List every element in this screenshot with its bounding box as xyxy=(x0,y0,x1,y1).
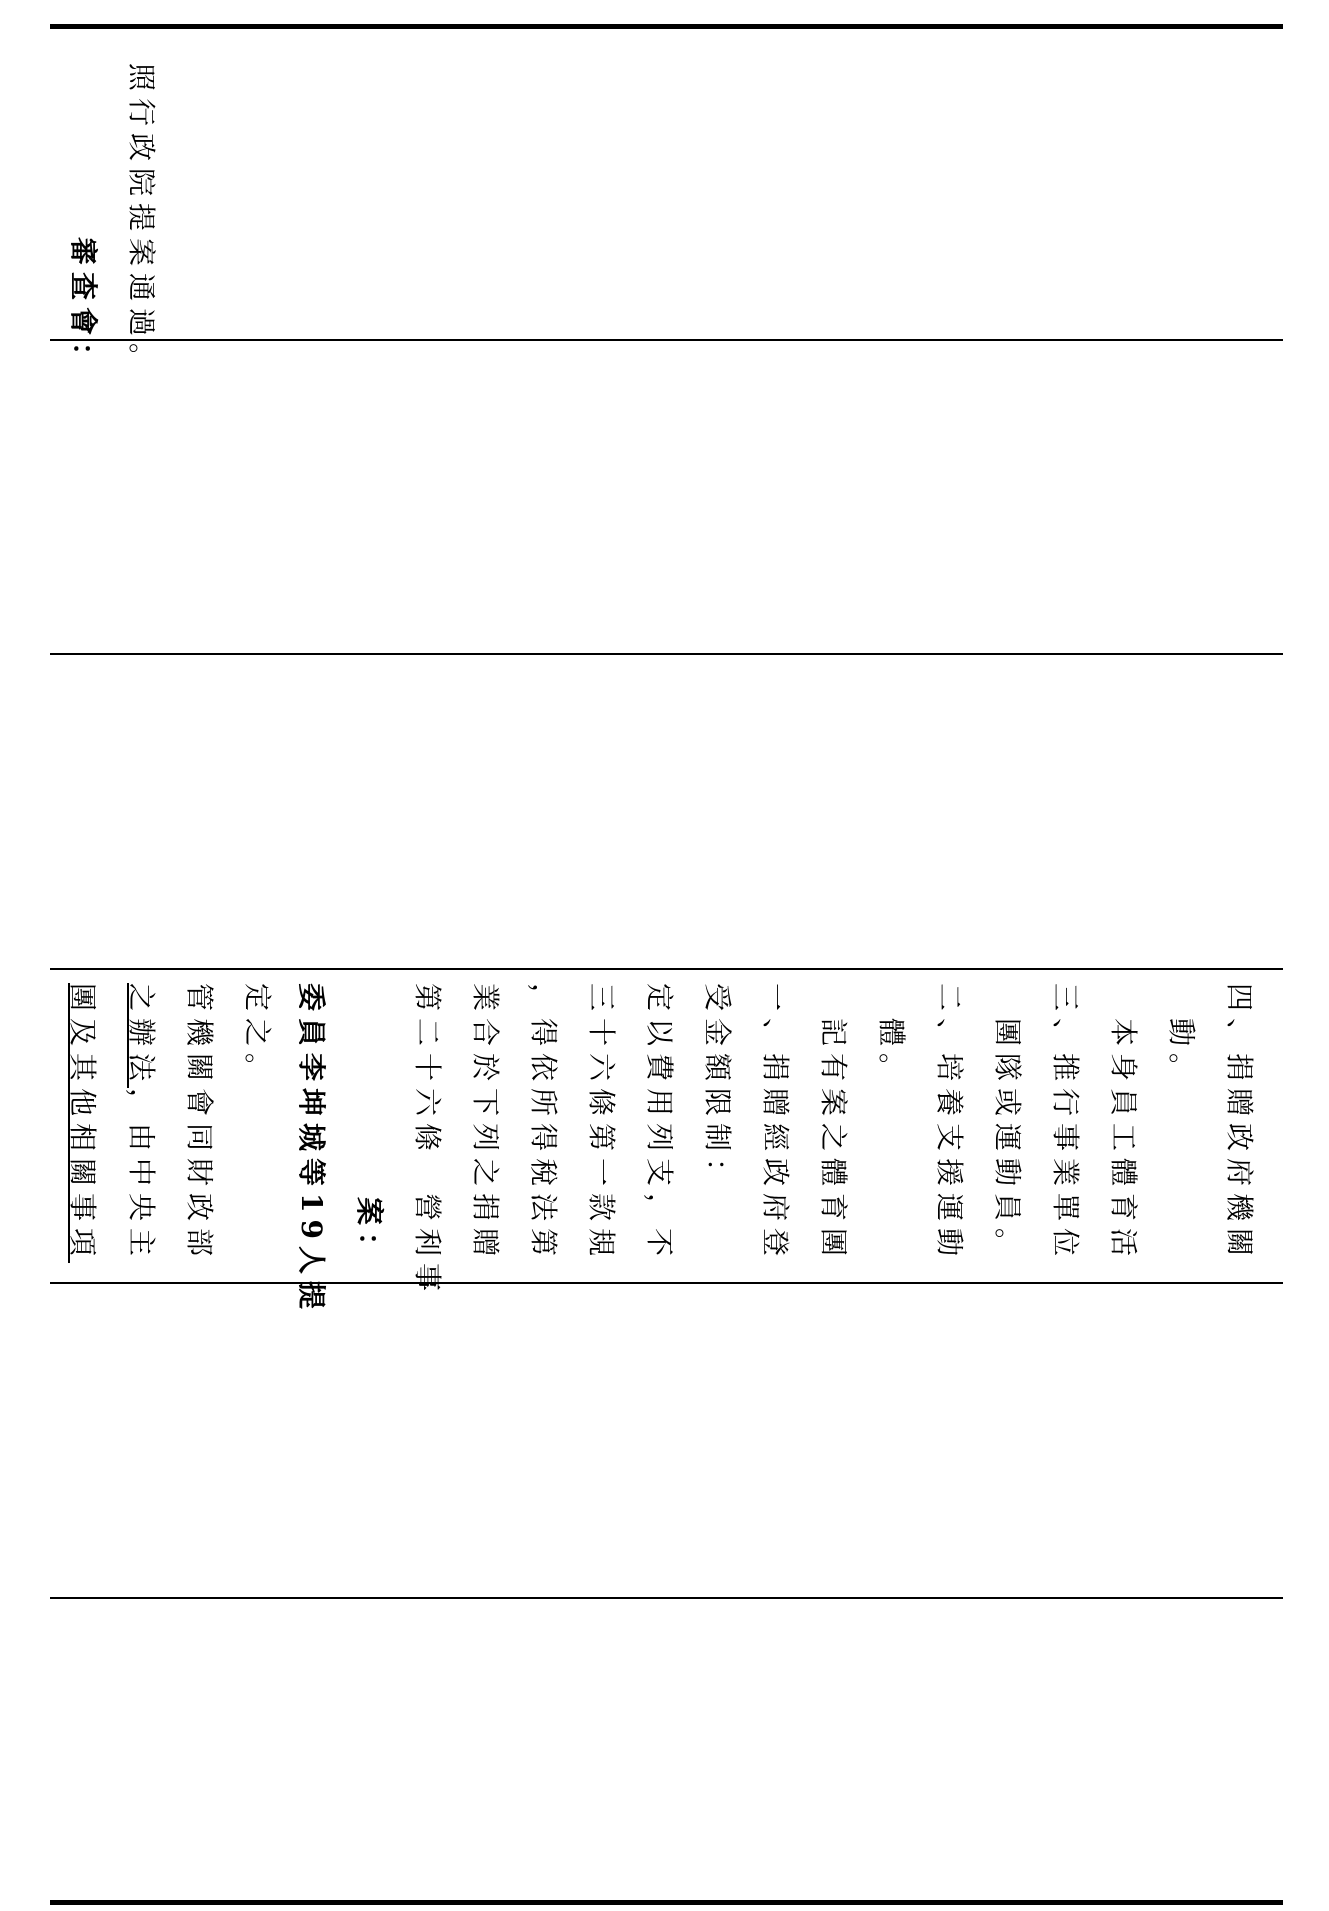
bottom-border xyxy=(50,1900,1283,1905)
proposal-body-9: 體。 xyxy=(875,983,908,1089)
proposal-body-7: 一、捐贈經政府登 xyxy=(759,983,792,1264)
proposal-body-15: 四、捐贈政府機關 xyxy=(1223,983,1256,1264)
proposal-body-12: 三、推行事業單位 xyxy=(1049,983,1082,1264)
top-border xyxy=(50,24,1283,29)
proposal-body-5: 定以費用列支，不 xyxy=(643,983,676,1264)
proposal-line-2 xyxy=(125,983,158,1264)
proposal-body-3: ，得依所得稅法第 xyxy=(527,983,560,1264)
proposal-line-4: 定之。 xyxy=(241,983,274,1089)
proposal-body-6: 受金額限制： xyxy=(701,983,734,1194)
row-divider-3 xyxy=(50,968,1283,970)
row-divider-5 xyxy=(50,1597,1283,1599)
proposal-line-1 xyxy=(66,983,99,1264)
proposal-body-14: 動。 xyxy=(1165,983,1198,1089)
review-text: 照行政院提案通過。 xyxy=(125,63,158,379)
proposal-line-2-b: ，由中央主 xyxy=(125,1088,158,1264)
proposal-body-10: 二、培養支援運動 xyxy=(933,983,966,1264)
proposal-body-11: 團隊或運動員。 xyxy=(991,983,1024,1264)
proposal-line-1-a: 團及其他相關事項 xyxy=(66,983,99,1264)
proposal-line-2-a: 之辦法 xyxy=(125,983,158,1089)
proposal-line-3: 管機關會同財政部 xyxy=(183,983,216,1264)
proposal-heading-line2: 案： xyxy=(353,1197,386,1268)
proposal-body-13: 本身員工體育活 xyxy=(1107,983,1140,1264)
row-divider-2 xyxy=(50,653,1283,655)
proposal-heading-line1: 委員李坤城等19人提 xyxy=(295,983,328,1316)
proposal-body-1: 第二十六條 營利事 xyxy=(411,983,444,1299)
row-divider-4 xyxy=(50,1282,1283,1284)
proposal-body-2: 業合於下列之捐贈 xyxy=(469,983,502,1264)
proposal-body-8: 記有案之體育團 xyxy=(817,983,850,1264)
review-heading: 審查會： xyxy=(67,237,100,378)
proposal-body-4: 三十六條第一款規 xyxy=(585,983,618,1264)
row-divider-1 xyxy=(50,339,1283,341)
